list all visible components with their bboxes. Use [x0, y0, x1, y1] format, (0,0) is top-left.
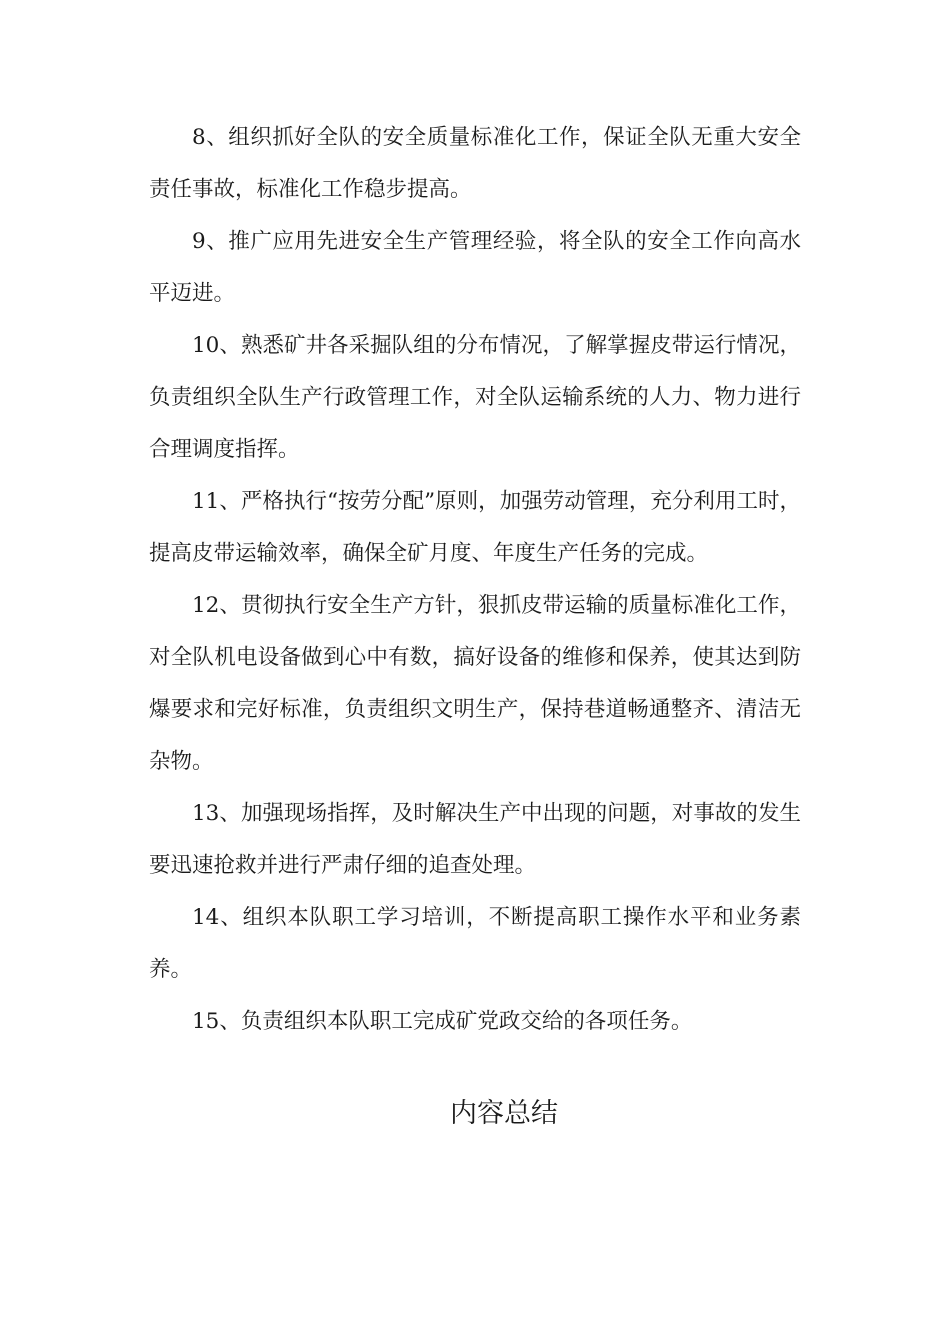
paragraph-item-9: 9、推广应用先进安全生产管理经验，将全队的安全工作向高水平迈进。: [149, 229, 801, 306]
paragraph-item-14: 14、组织本队职工学习培训，不断提高职工操作水平和业务素养。: [149, 905, 801, 982]
paragraph-item-12: 12、贯彻执行安全生产方针，狠抓皮带运输的质量标准化工作，对全队机电设备做到心中有数，搞好设备的维修和保养，使其达到防爆要求和完好标准，负责组织文明生产，保持巷道畅通整齐、清洁无杂物。: [149, 593, 801, 774]
paragraph-item-15: 15、负责组织本队职工完成矿党政交给的各项任务。: [192, 1009, 693, 1034]
body-text: [149, 112, 801, 1048]
paragraph-item-11: 11、严格执行“按劳分配”原则，加强劳动管理，充分利用工时，提高皮带运输效率，确保全矿月度、年度生产任务的完成。: [149, 489, 801, 566]
paragraph-item-13: 13、加强现场指挥，及时解决生产中出现的问题，对事故的发生要迅速抢救并进行严肃仔细的追查处理。: [149, 801, 801, 878]
summary-heading: 内容总结: [450, 1098, 558, 1129]
paragraph-item-8: 8、组织抓好全队的安全质量标准化工作，保证全队无重大安全责任事故，标准化工作稳步提高。: [149, 125, 801, 202]
paragraph-item-10: 10、熟悉矿井各采掘队组的分布情况，了解掌握皮带运行情况，负责组织全队生产行政管理工作，对全队运输系统的人力、物力进行合理调度指挥。: [149, 333, 801, 462]
